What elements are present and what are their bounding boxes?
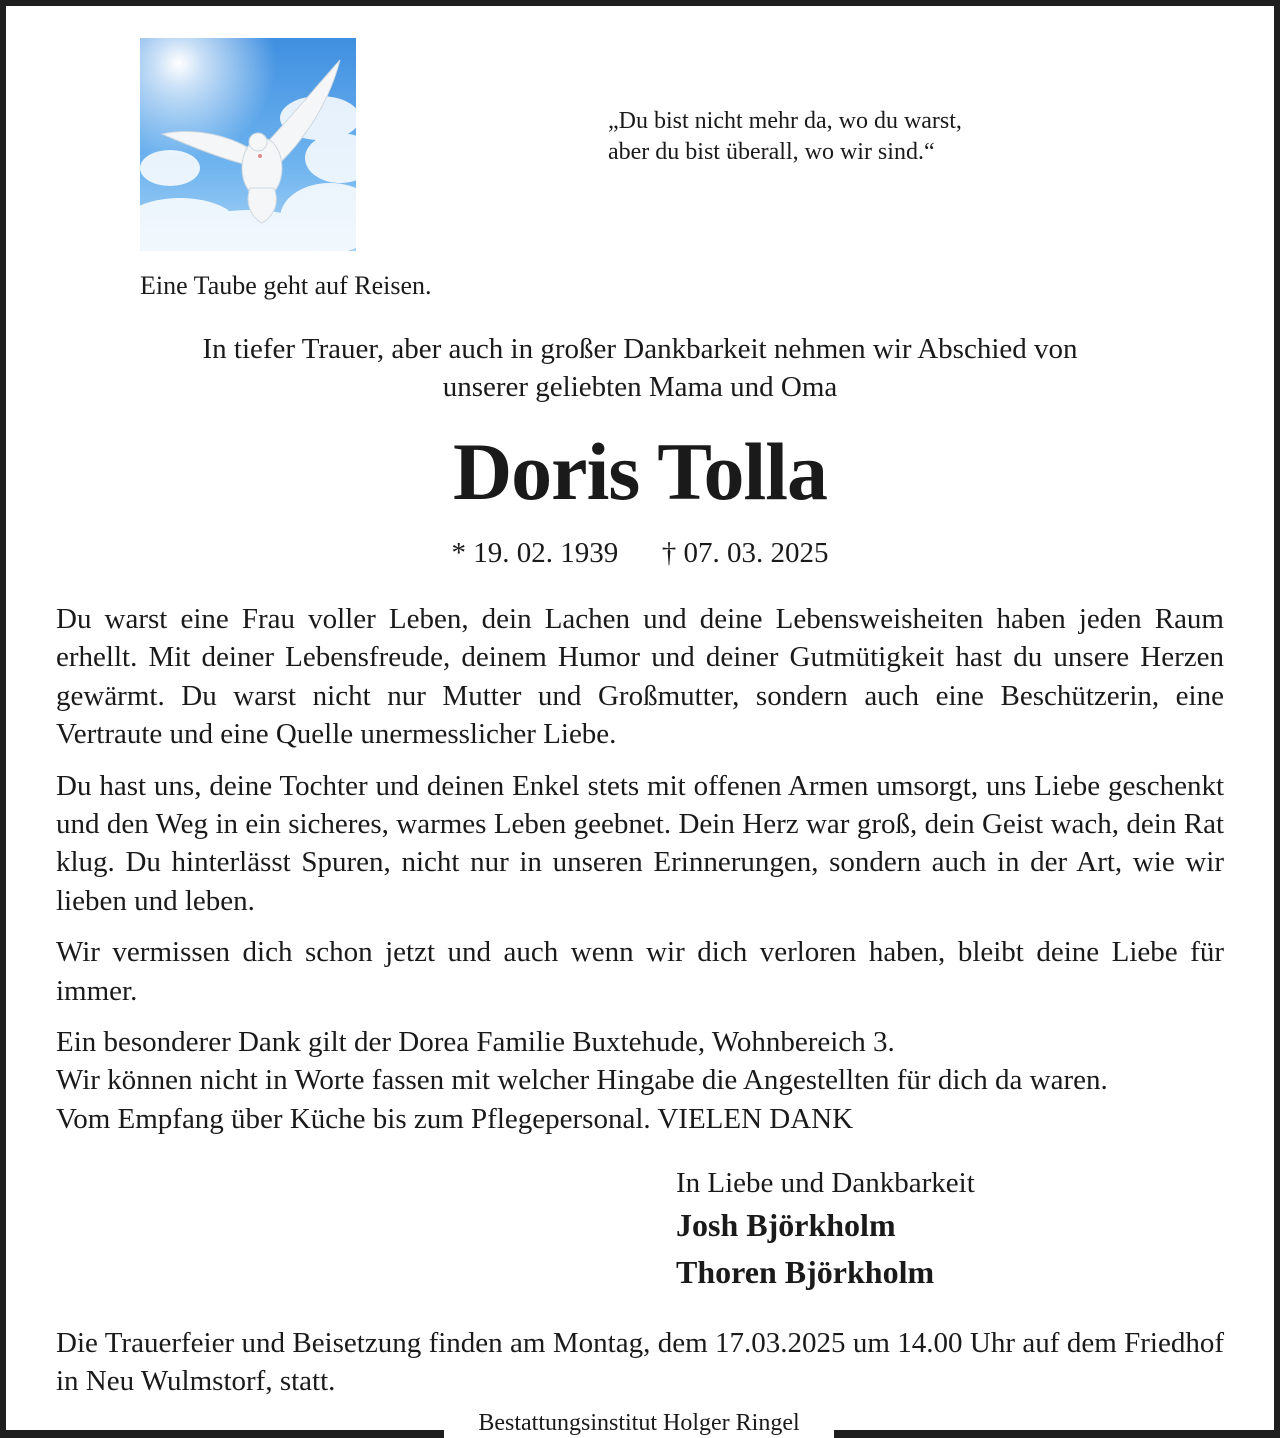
bottom-rule-left — [0, 1430, 444, 1438]
bottom-rule-right — [834, 1430, 1280, 1438]
quote-line-2: aber du bist überall, wo wir sind.“ — [608, 139, 935, 165]
thanks-line-2: Wir können nicht in Worte fassen mit welcher Hingabe die Angestellten für dich da waren. — [56, 1064, 1108, 1097]
tribute-paragraph: Wir vermissen dich schon jetzt und auch wenn wir dich verloren haben, bleibt deine Liebe für immer. — [56, 936, 1224, 1007]
quote — [608, 106, 962, 168]
tribute-paragraph: Du hast uns, deine Tochter und deinen Enkel stets mit offenen Armen umsorgt, uns Liebe geschenkt und den Weg in ein sicheres, warmes Leben geebnet. Dein Herz war groß, dein Geist wach, dein Rat klug. Du hinterlässt Spuren, nicht nur in unseren Erinnerungen, sondern auch in der Art, wie wir lieben und leben. — [56, 769, 1224, 917]
tribute-paragraph: Du warst eine Frau voller Leben, dein Lachen und deine Lebensweisheiten haben jeden Raum erhellt. Mit deiner Lebensfreude, deinem Humor und deiner Gutmütigkeit hast du unsere Herzen gewärmt. Du warst nicht nur Mutter und Großmutter, sondern auch eine Beschützerin, eine Vertraute und eine Quelle unermesslicher Liebe. — [56, 603, 1224, 751]
funeral-info: Die Trauerfeier und Beisetzung finden am Montag, dem 17.03.2025 um 14.00 Uhr auf dem Friedhof in Neu Wulmstorf, statt. — [56, 1327, 1224, 1398]
thanks-paragraph — [56, 1023, 1224, 1138]
funeral-home-credit: Bestattungsinstitut Holger Ringel — [478, 1410, 800, 1436]
intro-text — [56, 330, 1224, 406]
intro-line-2: unserer geliebten Mama und Oma — [442, 371, 838, 403]
thanks-line-1: Ein besonderer Dank gilt der Dorea Familie Buxtehude, Wohnbereich 3. — [56, 1026, 895, 1059]
thanks-line-3: Vom Empfang über Küche bis zum Pflegepersonal. VIELEN DANK — [56, 1102, 854, 1135]
birth-date: * 19. 02. 1939 — [451, 537, 619, 569]
signer-name: Thoren Björkholm — [676, 1254, 935, 1290]
deceased-name: Doris Tolla — [452, 426, 828, 517]
image-caption: Eine Taube geht auf Reisen. — [140, 271, 432, 300]
intro-line-1: In tiefer Trauer, aber auch in großer Dankbarkeit nehmen wir Abschied von — [202, 333, 1078, 365]
tribute-text — [56, 600, 1224, 1151]
closing-block — [676, 1164, 975, 1296]
quote-line-1: „Du bist nicht mehr da, wo du warst, — [608, 108, 962, 134]
death-date: † 07. 03. 2025 — [661, 537, 829, 569]
life-dates — [56, 534, 1224, 572]
dove-icon — [140, 38, 356, 251]
closing-greeting: In Liebe und Dankbarkeit — [676, 1167, 975, 1199]
signer-name: Josh Björkholm — [676, 1207, 896, 1243]
